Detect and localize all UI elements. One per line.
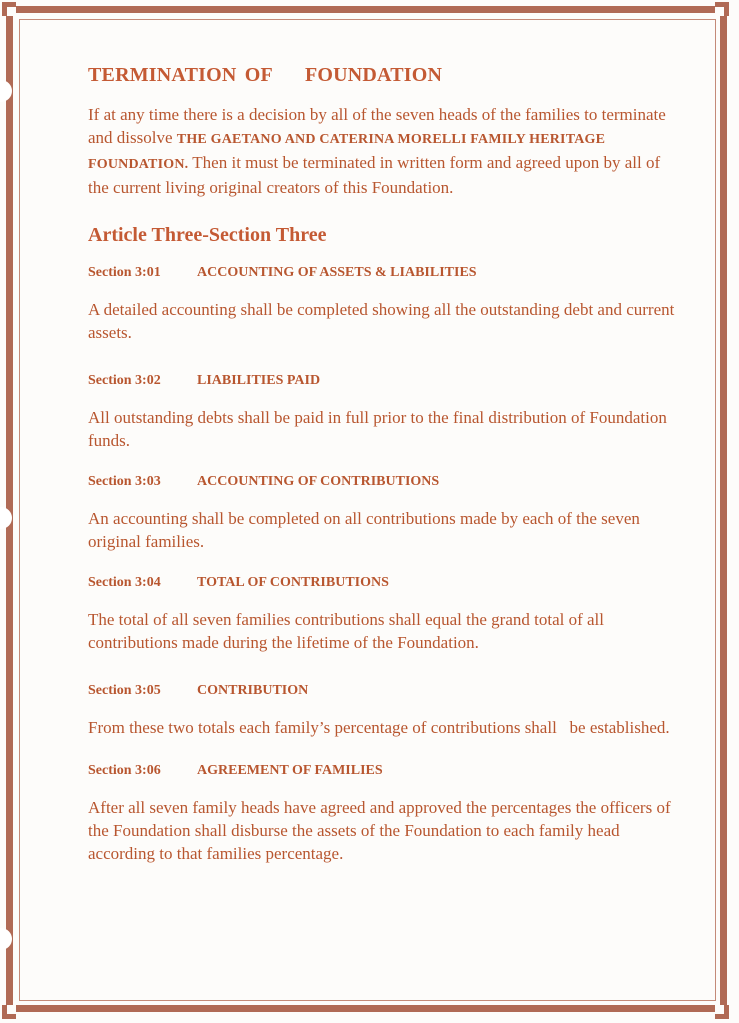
- section-body-3-01: A detailed accounting shall be completed showing all the outstanding debt and current assets.: [88, 300, 675, 342]
- section-heading-3-06: [88, 763, 678, 779]
- intro-text-after: Then it must be terminated in written form and agreed upon by all of the current living original creators of this Foundation.: [88, 153, 661, 197]
- intro-paragraph: [88, 103, 678, 199]
- main-heading: TERMINATION OF FOUNDATION: [88, 64, 443, 86]
- section-number: Section 3:06: [88, 763, 161, 778]
- corner-ornament-top-right: [715, 2, 729, 16]
- section-title: ACCOUNTING OF CONTRIBUTIONS: [197, 474, 440, 489]
- section-heading-3-03: [88, 474, 678, 490]
- section-body-3-04: The total of all seven families contributions shall equal the grand total of all contributions made during the lifetime of the Foundation.: [88, 610, 604, 652]
- section-title: CONTRIBUTION: [197, 683, 309, 698]
- section-number: Section 3:03: [88, 474, 161, 489]
- section-body-3-05: From these two totals each family’s percentage of contributions shall be established.: [88, 718, 670, 737]
- foundation-name: THE GAETANO AND CATERINA MORELLI FAMILY HERITAGE FOUNDATION.: [88, 132, 606, 172]
- section-heading-3-04: [88, 575, 678, 591]
- section-title: AGREEMENT OF FAMILIES: [197, 763, 383, 778]
- section-title: ACCOUNTING OF ASSETS & LIABILITIES: [197, 265, 477, 280]
- section-heading-3-05: [88, 683, 678, 699]
- section-body-3-03: An accounting shall be completed on all contributions made by each of the seven original families.: [88, 509, 640, 551]
- section-body-3-06: After all seven family heads have agreed and approved the percentages the officers of the Foundation shall disburse the assets of the Foundation to each family head according to that families percentage.: [88, 798, 671, 863]
- section-number: Section 3:05: [88, 683, 161, 698]
- section-title: TOTAL OF CONTRIBUTIONS: [197, 575, 389, 590]
- intro-text-before: If at any time there is a decision by all of the seven heads of the families to terminate and dissolve: [88, 105, 666, 147]
- corner-ornament-bottom-right: [715, 1005, 729, 1019]
- section-number: Section 3:02: [88, 373, 161, 388]
- section-title: LIABILITIES PAID: [197, 373, 321, 388]
- corner-ornament-top-left: [2, 2, 16, 16]
- article-heading: Article Three-Section Three: [88, 224, 327, 246]
- corner-ornament-bottom-left: [2, 1005, 16, 1019]
- section-heading-3-02: [88, 373, 678, 389]
- section-number: Section 3:04: [88, 575, 161, 590]
- document-body: [88, 64, 678, 865]
- section-body-3-02: All outstanding debts shall be paid in full prior to the final distribution of Foundation funds.: [88, 408, 667, 450]
- section-number: Section 3:01: [88, 265, 161, 280]
- section-heading-3-01: [88, 265, 678, 281]
